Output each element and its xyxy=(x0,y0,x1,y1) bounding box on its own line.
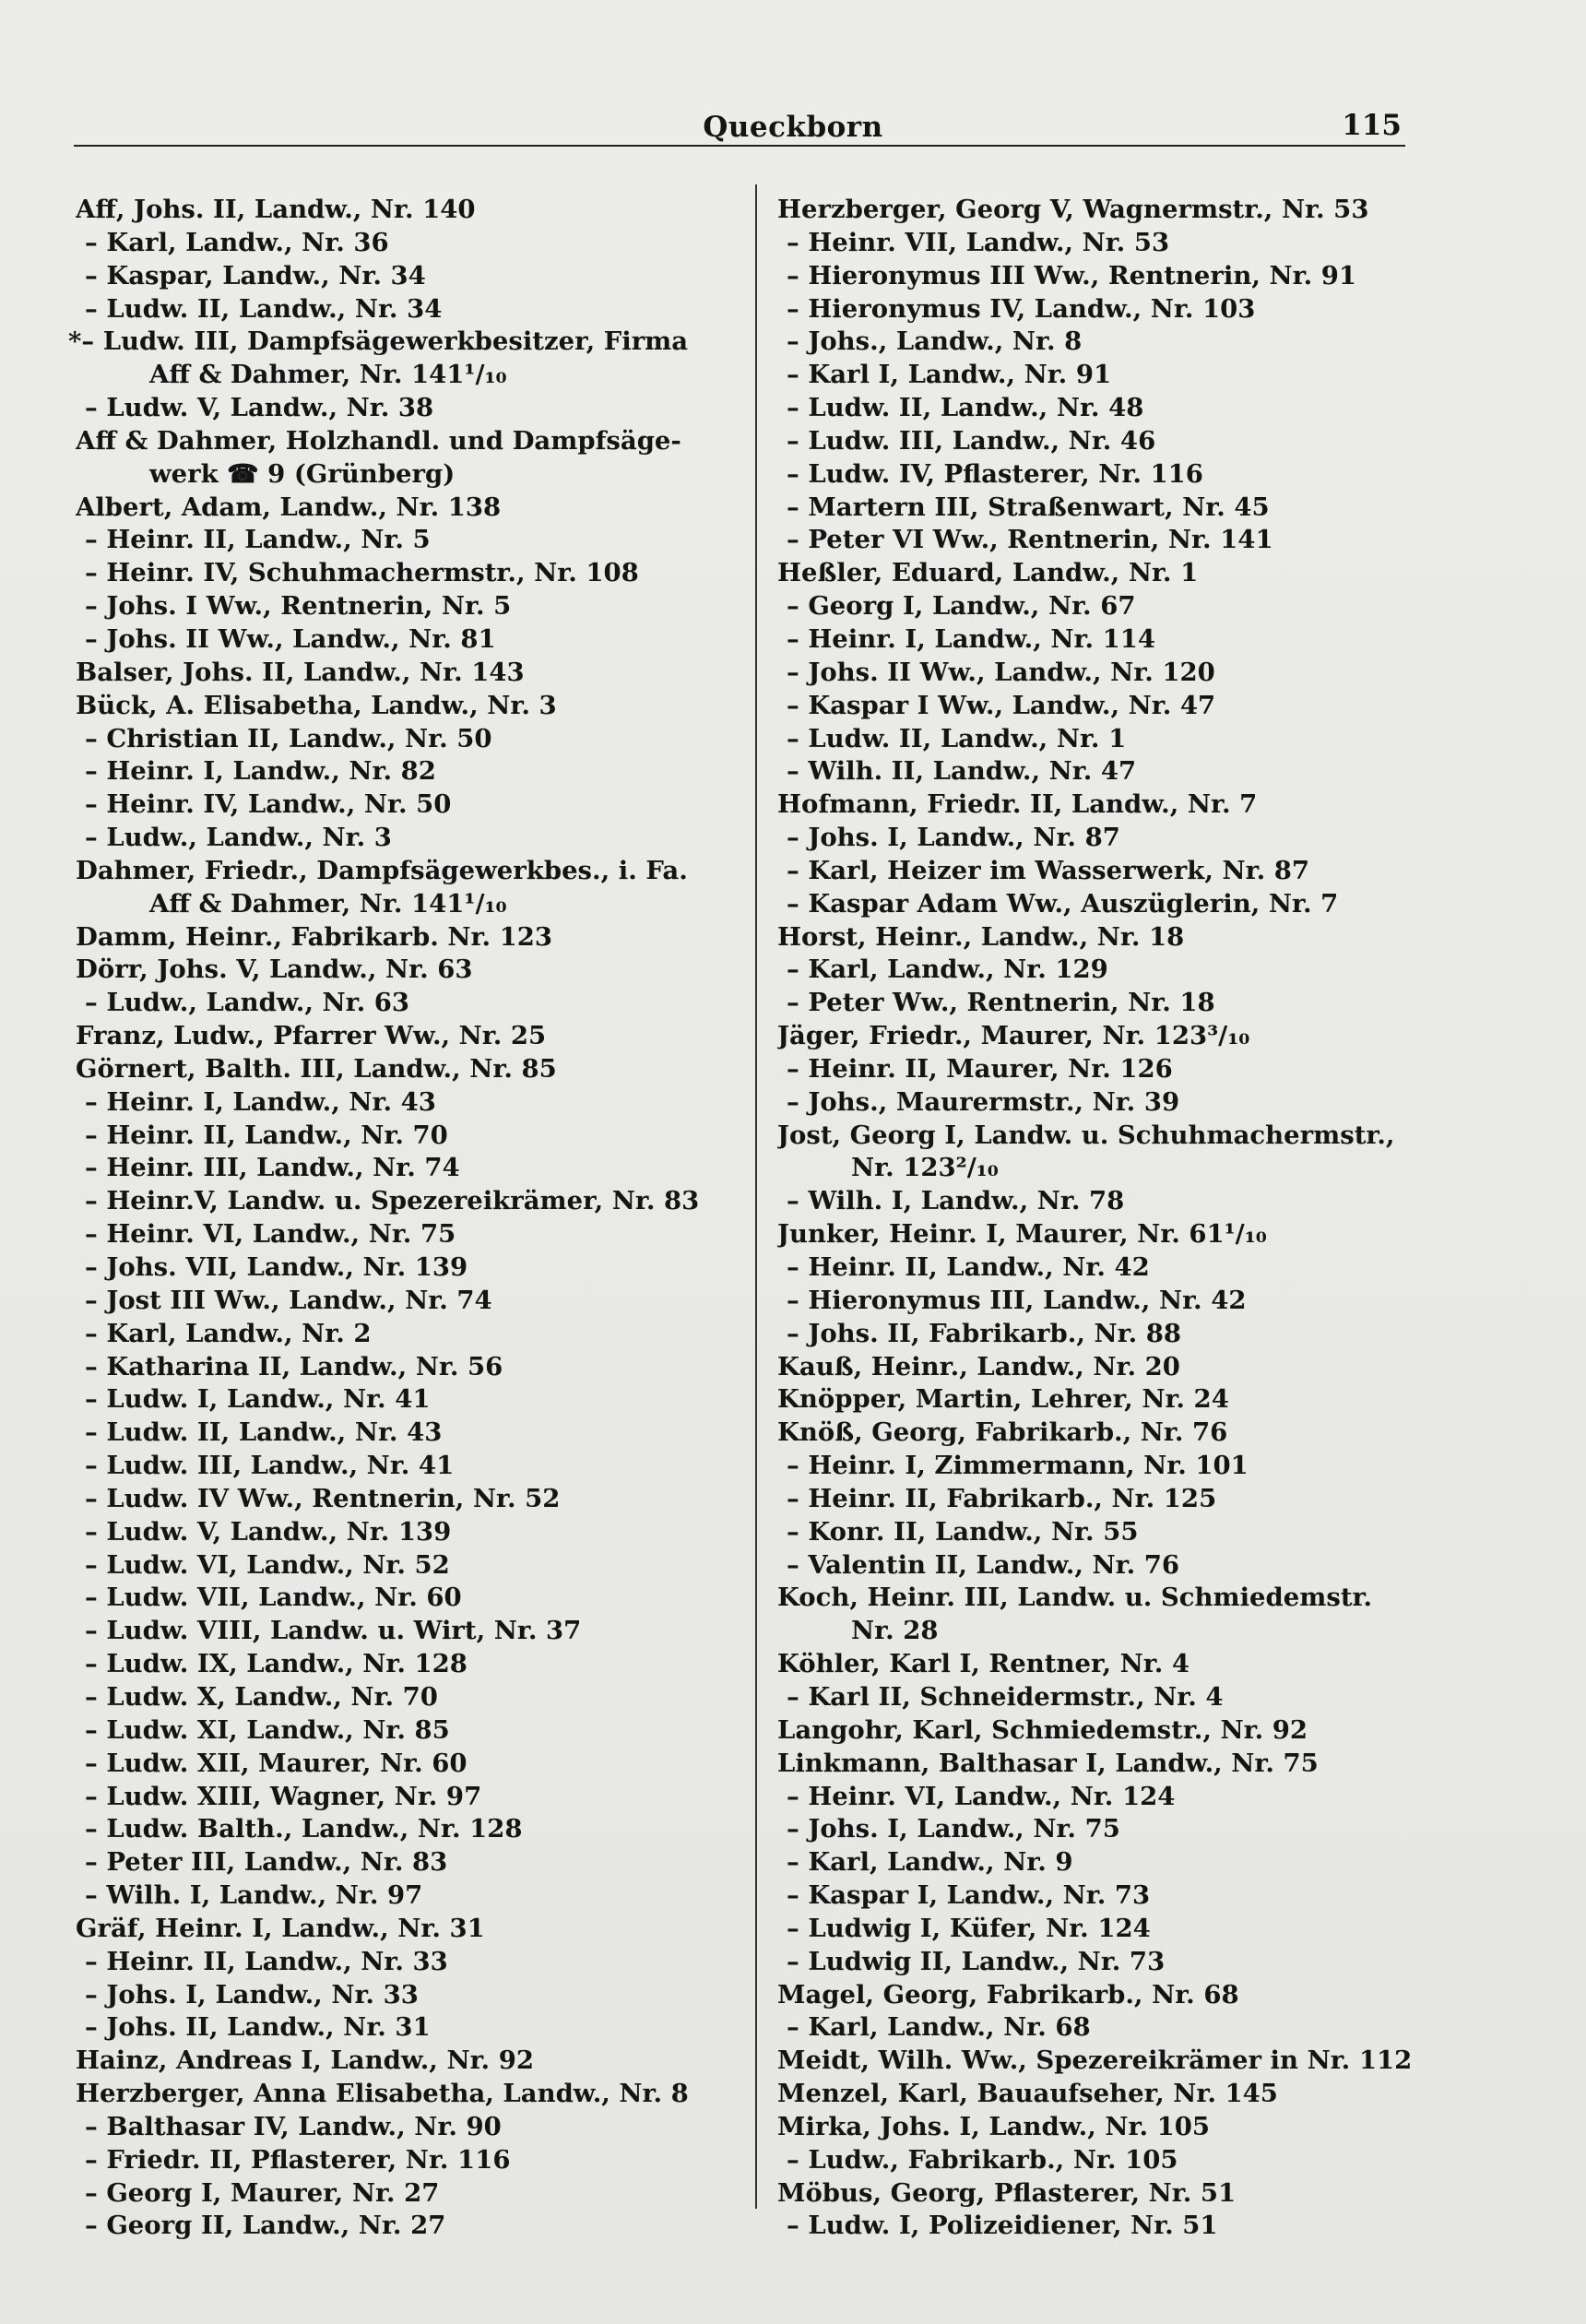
directory-entry: – Ludw. IV, Pflasterer, Nr. 116 xyxy=(787,458,1203,489)
directory-entry: Jäger, Friedr., Maurer, Nr. 123³/₁₀ xyxy=(777,1021,1250,1051)
directory-entry: – Ludw. II, Landw., Nr. 34 xyxy=(85,293,443,324)
directory-entry: – Heinr. II, Landw., Nr. 70 xyxy=(85,1120,448,1150)
directory-entry: – Ludwig I, Küfer, Nr. 124 xyxy=(787,1913,1151,1943)
directory-entry: Balser, Johs. II, Landw., Nr. 143 xyxy=(76,657,525,687)
directory-entry: Mirka, Johs. I, Landw., Nr. 105 xyxy=(777,2111,1211,2141)
directory-entry: – Hieronymus III, Landw., Nr. 42 xyxy=(787,1285,1247,1315)
directory-entry: – Ludw. VII, Landw., Nr. 60 xyxy=(85,1583,462,1613)
directory-entry: – Ludw., Fabrikarb., Nr. 105 xyxy=(787,2144,1178,2175)
directory-entry: Franz, Ludw., Pfarrer Ww., Nr. 25 xyxy=(76,1021,547,1051)
directory-entry: Koch, Heinr. III, Landw. u. Schmiedemstr. xyxy=(777,1583,1373,1613)
right-column xyxy=(777,194,1423,2243)
directory-entry: – Heinr. IV, Landw., Nr. 50 xyxy=(85,789,452,820)
directory-entry: – Heinr. II, Fabrikarb., Nr. 125 xyxy=(787,1483,1217,1513)
directory-entry: – Peter III, Landw., Nr. 83 xyxy=(85,1847,448,1878)
directory-entry: – Johs. I, Landw., Nr. 87 xyxy=(787,823,1120,853)
directory-entry: – Ludw. IV Ww., Rentnerin, Nr. 52 xyxy=(85,1483,561,1513)
directory-entry: – Martern III, Straßenwart, Nr. 45 xyxy=(787,492,1270,522)
directory-entry: – Ludw. V, Landw., Nr. 38 xyxy=(85,393,434,423)
directory-entry: Damm, Heinr., Fabrikarb. Nr. 123 xyxy=(76,921,553,952)
directory-entry: – Johs. II Ww., Landw., Nr. 120 xyxy=(787,657,1215,687)
directory-entry: – Ludw. I, Landw., Nr. 41 xyxy=(85,1384,431,1415)
directory-entry: – Ludw. III, Landw., Nr. 41 xyxy=(85,1451,455,1481)
directory-entry: – Georg I, Maurer, Nr. 27 xyxy=(85,2177,440,2208)
directory-entry: Bück, A. Elisabetha, Landw., Nr. 3 xyxy=(76,690,557,720)
directory-entry: – Georg II, Landw., Nr. 27 xyxy=(85,2211,446,2241)
directory-entry: – Johs. I Ww., Rentnerin, Nr. 5 xyxy=(85,591,512,622)
directory-entry: – Karl, Landw., Nr. 129 xyxy=(787,954,1108,985)
directory-entry: – Kaspar, Landw., Nr. 34 xyxy=(85,260,426,290)
directory-entry: – Karl, Landw., Nr. 2 xyxy=(85,1318,372,1348)
directory-entry: Aff & Dahmer, Nr. 141¹/₁₀ xyxy=(149,888,507,919)
directory-entry: – Ludw. IX, Landw., Nr. 128 xyxy=(85,1649,468,1679)
directory-entry: Aff, Johs. II, Landw., Nr. 140 xyxy=(76,195,476,224)
directory-entry: – Jost III Ww., Landw., Nr. 74 xyxy=(85,1285,492,1315)
directory-entry: – Ludw. XI, Landw., Nr. 85 xyxy=(85,1714,450,1745)
directory-entry: – Friedr. II, Pflasterer, Nr. 116 xyxy=(85,2144,511,2175)
directory-entry: – Hieronymus III Ww., Rentnerin, Nr. 91 xyxy=(787,260,1357,290)
directory-entry: Dörr, Johs. V, Landw., Nr. 63 xyxy=(76,954,473,985)
directory-entry: – Johs., Maurermstr., Nr. 39 xyxy=(787,1086,1180,1117)
directory-entry: – Ludw. VIII, Landw. u. Wirt, Nr. 37 xyxy=(85,1616,582,1646)
directory-entry: – Heinr. II, Landw., Nr. 42 xyxy=(787,1252,1150,1282)
directory-entry: – Balthasar IV, Landw., Nr. 90 xyxy=(85,2111,502,2141)
directory-entry: Heßler, Eduard, Landw., Nr. 1 xyxy=(777,558,1199,588)
directory-entry: Meidt, Wilh. Ww., Spezereikrämer in Nr. 112 xyxy=(777,2045,1413,2076)
directory-entry: werk ☎ 9 (Grünberg) xyxy=(149,458,456,489)
directory-entry: – Heinr. II, Landw., Nr. 33 xyxy=(85,1946,448,1976)
directory-entry: – Ludw. XIII, Wagner, Nr. 97 xyxy=(85,1781,482,1811)
directory-entry: Langohr, Karl, Schmiedemstr., Nr. 92 xyxy=(777,1714,1308,1745)
directory-entry: – Hieronymus IV, Landw., Nr. 103 xyxy=(787,293,1256,324)
directory-entry: Nr. 123²/₁₀ xyxy=(851,1153,999,1183)
directory-entry: – Ludw. VI, Landw., Nr. 52 xyxy=(85,1549,450,1580)
column-divider xyxy=(755,184,757,2209)
directory-entry: – Ludw., Landw., Nr. 3 xyxy=(85,823,392,853)
directory-entry: – Karl, Landw., Nr. 36 xyxy=(85,227,389,257)
directory-entry: *– Ludw. III, Dampfsägewerkbesitzer, Firma xyxy=(68,326,689,357)
directory-entry: – Heinr. VII, Landw., Nr. 53 xyxy=(787,227,1170,257)
directory-entry: – Johs. I, Landw., Nr. 33 xyxy=(85,1979,419,2010)
directory-entry: Gräf, Heinr. I, Landw., Nr. 31 xyxy=(76,1913,485,1943)
directory-entry: – Heinr. II, Landw., Nr. 5 xyxy=(85,525,431,555)
directory-entry: Aff & Dahmer, Holzhandl. und Dampfsäge- xyxy=(76,425,681,456)
directory-entry: – Konr. II, Landw., Nr. 55 xyxy=(787,1516,1139,1547)
directory-entry: – Johs., Landw., Nr. 8 xyxy=(787,326,1083,357)
directory-entry: Albert, Adam, Landw., Nr. 138 xyxy=(76,492,502,522)
directory-entry: – Heinr. III, Landw., Nr. 74 xyxy=(85,1153,460,1183)
left-column xyxy=(68,194,735,2243)
directory-entry: – Valentin II, Landw., Nr. 76 xyxy=(787,1549,1180,1580)
directory-entry: – Ludw. I, Polizeidiener, Nr. 51 xyxy=(787,2211,1218,2241)
directory-entry: – Kaspar I Ww., Landw., Nr. 47 xyxy=(787,690,1216,720)
directory-entry: – Heinr. I, Zimmermann, Nr. 101 xyxy=(787,1451,1249,1481)
directory-entry: – Kaspar Adam Ww., Auszüglerin, Nr. 7 xyxy=(787,888,1339,919)
directory-entry: Görnert, Balth. III, Landw., Nr. 85 xyxy=(76,1053,557,1084)
directory-entry: Menzel, Karl, Bauaufseher, Nr. 145 xyxy=(777,2079,1278,2109)
directory-entry: Horst, Heinr., Landw., Nr. 18 xyxy=(777,921,1185,952)
directory-entry: – Christian II, Landw., Nr. 50 xyxy=(85,723,492,753)
directory-entry: – Karl I, Landw., Nr. 91 xyxy=(787,360,1112,390)
directory-entry: Linkmann, Balthasar I, Landw., Nr. 75 xyxy=(777,1748,1319,1778)
directory-entry: – Johs. VII, Landw., Nr. 139 xyxy=(85,1252,468,1282)
directory-entry: Herzberger, Georg V, Wagnermstr., Nr. 53 xyxy=(777,195,1369,224)
directory-entry: Hofmann, Friedr. II, Landw., Nr. 7 xyxy=(777,789,1258,820)
directory-entry: – Ludw., Landw., Nr. 63 xyxy=(85,988,410,1018)
directory-entry: – Peter Ww., Rentnerin, Nr. 18 xyxy=(787,988,1215,1018)
directory-entry: – Karl, Landw., Nr. 9 xyxy=(787,1847,1073,1878)
directory-entry: – Wilh. I, Landw., Nr. 97 xyxy=(85,1880,423,1911)
directory-entry: – Heinr. I, Landw., Nr. 114 xyxy=(787,623,1156,654)
directory-entry: Möbus, Georg, Pflasterer, Nr. 51 xyxy=(777,2177,1237,2208)
header-rule xyxy=(74,145,1405,147)
page-number: 115 xyxy=(1342,109,1402,142)
directory-entry: – Karl, Landw., Nr. 68 xyxy=(787,2012,1091,2043)
directory-entry: – Johs. I, Landw., Nr. 75 xyxy=(787,1814,1120,1844)
directory-entry: – Karl II, Schneidermstr., Nr. 4 xyxy=(787,1681,1224,1712)
directory-entry: – Johs. II, Landw., Nr. 31 xyxy=(85,2012,431,2043)
directory-entry: – Ludw. XII, Maurer, Nr. 60 xyxy=(85,1748,468,1778)
directory-entry: – Katharina II, Landw., Nr. 56 xyxy=(85,1351,503,1381)
directory-entry: – Ludw. V, Landw., Nr. 139 xyxy=(85,1516,452,1547)
directory-entry: Junker, Heinr. I, Maurer, Nr. 61¹/₁₀ xyxy=(777,1219,1267,1250)
directory-entry: Kauß, Heinr., Landw., Nr. 20 xyxy=(777,1351,1180,1381)
directory-entry: Nr. 28 xyxy=(851,1616,939,1646)
directory-entry: – Peter VI Ww., Rentnerin, Nr. 141 xyxy=(787,525,1273,555)
directory-entry: – Heinr. I, Landw., Nr. 43 xyxy=(85,1086,436,1117)
directory-entry: Aff & Dahmer, Nr. 141¹/₁₀ xyxy=(149,360,507,390)
directory-entry: – Wilh. I, Landw., Nr. 78 xyxy=(787,1186,1125,1216)
directory-entry: – Heinr. IV, Schuhmachermstr., Nr. 108 xyxy=(85,558,639,588)
directory-entry: Dahmer, Friedr., Dampfsägewerkbes., i. Fa. xyxy=(76,855,688,885)
directory-entry: Magel, Georg, Fabrikarb., Nr. 68 xyxy=(777,1979,1239,2010)
directory-entry: Herzberger, Anna Elisabetha, Landw., Nr. 8 xyxy=(76,2079,689,2109)
directory-entry: Jost, Georg I, Landw. u. Schuhmachermstr., xyxy=(777,1120,1395,1150)
directory-entry: Hainz, Andreas I, Landw., Nr. 92 xyxy=(76,2045,534,2076)
directory-entry: – Wilh. II, Landw., Nr. 47 xyxy=(787,756,1137,787)
page-title: Queckborn xyxy=(703,111,883,144)
directory-entry: – Heinr. I, Landw., Nr. 82 xyxy=(85,756,436,787)
directory-entry: Knöß, Georg, Fabrikarb., Nr. 76 xyxy=(777,1417,1228,1448)
directory-entry: – Ludw. III, Landw., Nr. 46 xyxy=(787,425,1156,456)
directory-entry: – Ludw. X, Landw., Nr. 70 xyxy=(85,1681,438,1712)
directory-entry: – Ludwig II, Landw., Nr. 73 xyxy=(787,1946,1166,1976)
directory-entry: – Johs. II Ww., Landw., Nr. 81 xyxy=(85,623,496,654)
directory-entry: Knöpper, Martin, Lehrer, Nr. 24 xyxy=(777,1384,1229,1415)
directory-entry: Köhler, Karl I, Rentner, Nr. 4 xyxy=(777,1649,1190,1679)
directory-entry: – Johs. II, Fabrikarb., Nr. 88 xyxy=(787,1318,1182,1348)
directory-entry: – Heinr. VI, Landw., Nr. 75 xyxy=(85,1219,456,1250)
directory-entry: – Heinr. VI, Landw., Nr. 124 xyxy=(787,1781,1176,1811)
directory-entry: – Ludw. Balth., Landw., Nr. 128 xyxy=(85,1814,523,1844)
directory-entry: – Ludw. II, Landw., Nr. 43 xyxy=(85,1417,443,1448)
directory-entry: – Heinr. II, Maurer, Nr. 126 xyxy=(787,1053,1173,1084)
directory-entry: – Kaspar I, Landw., Nr. 73 xyxy=(787,1880,1151,1911)
directory-entry: – Karl, Heizer im Wasserwerk, Nr. 87 xyxy=(787,855,1309,885)
directory-entry: – Ludw. II, Landw., Nr. 1 xyxy=(787,723,1127,753)
directory-entry: – Heinr.V, Landw. u. Spezereikrämer, Nr. 83 xyxy=(85,1186,700,1216)
directory-entry: – Georg I, Landw., Nr. 67 xyxy=(787,591,1136,622)
directory-entry: – Ludw. II, Landw., Nr. 48 xyxy=(787,393,1144,423)
